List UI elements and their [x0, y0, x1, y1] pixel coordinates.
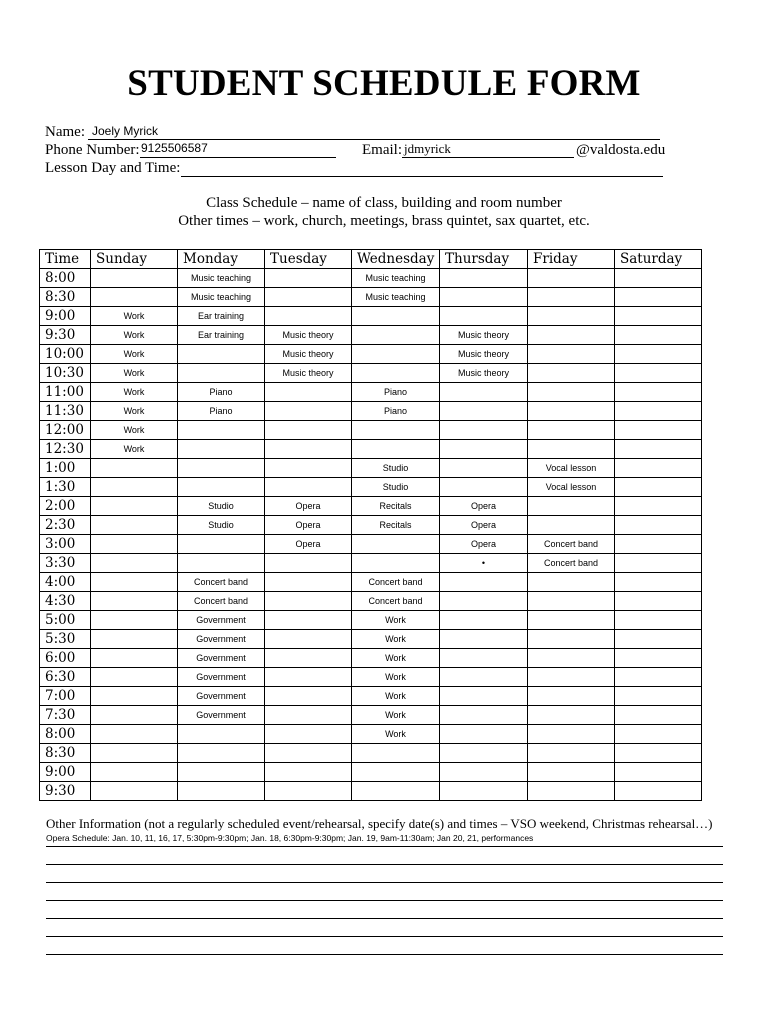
schedule-cell-sunday[interactable]: Work [91, 364, 178, 383]
schedule-cell-thursday[interactable] [440, 421, 528, 440]
schedule-cell-sunday[interactable]: Work [91, 383, 178, 402]
schedule-cell-monday[interactable]: Government [178, 687, 265, 706]
email-label: Email: [362, 142, 402, 158]
other-info-line[interactable] [46, 954, 723, 955]
time-label: 4:30 [40, 592, 91, 611]
table-row [40, 630, 702, 649]
table-row [40, 459, 702, 478]
time-label: 1:30 [40, 478, 91, 497]
time-label: 11:30 [40, 402, 91, 421]
schedule-cell-saturday[interactable] [615, 288, 702, 307]
phone-field[interactable]: 9125506587 [141, 141, 208, 155]
schedule-cell-thursday[interactable] [440, 383, 528, 402]
schedule-cell-monday[interactable]: Ear training [178, 307, 265, 326]
time-label: 8:30 [40, 288, 91, 307]
schedule-cell-wednesday[interactable]: Work [352, 649, 440, 668]
schedule-cell-thursday[interactable]: Opera [440, 535, 528, 554]
table-row [40, 649, 702, 668]
table-row [40, 516, 702, 535]
schedule-cell-tuesday[interactable] [265, 782, 352, 801]
table-row [40, 364, 702, 383]
schedule-cell-tuesday[interactable] [265, 269, 352, 288]
schedule-cell-wednesday[interactable] [352, 554, 440, 573]
schedule-cell-sunday[interactable] [91, 497, 178, 516]
phone-label: Phone Number: [45, 142, 140, 158]
time-label: 4:00 [40, 573, 91, 592]
schedule-cell-monday[interactable]: Concert band [178, 573, 265, 592]
schedule-cell-thursday[interactable] [440, 706, 528, 725]
header-wednesday: Wednesday [352, 250, 440, 269]
schedule-cell-sunday[interactable]: Work [91, 307, 178, 326]
schedule-cell-wednesday[interactable]: Recitals [352, 497, 440, 516]
time-label: 2:00 [40, 497, 91, 516]
schedule-cell-tuesday[interactable] [265, 630, 352, 649]
schedule-cell-tuesday[interactable] [265, 649, 352, 668]
table-row [40, 763, 702, 782]
table-row [40, 326, 702, 345]
schedule-cell-saturday[interactable] [615, 307, 702, 326]
email-underline [402, 157, 574, 158]
schedule-cell-tuesday[interactable] [265, 706, 352, 725]
schedule-cell-tuesday[interactable] [265, 725, 352, 744]
time-label: 6:00 [40, 649, 91, 668]
schedule-cell-tuesday[interactable]: Music theory [265, 364, 352, 383]
schedule-cell-monday[interactable] [178, 421, 265, 440]
table-row [40, 288, 702, 307]
schedule-cell-sunday[interactable] [91, 288, 178, 307]
time-label: 9:00 [40, 307, 91, 326]
schedule-cell-thursday[interactable] [440, 687, 528, 706]
schedule-cell-friday[interactable] [528, 497, 615, 516]
table-row [40, 611, 702, 630]
name-label: Name: [45, 124, 85, 140]
schedule-cell-saturday[interactable] [615, 592, 702, 611]
schedule-cell-thursday[interactable] [440, 630, 528, 649]
phone-underline [140, 157, 336, 158]
name-underline [88, 139, 660, 140]
schedule-cell-wednesday[interactable] [352, 345, 440, 364]
schedule-cell-wednesday[interactable]: Work [352, 611, 440, 630]
schedule-cell-saturday[interactable] [615, 516, 702, 535]
schedule-cell-saturday[interactable] [615, 421, 702, 440]
schedule-cell-thursday[interactable]: • [440, 554, 528, 573]
schedule-cell-wednesday[interactable] [352, 307, 440, 326]
time-label: 9:30 [40, 782, 91, 801]
schedule-cell-saturday[interactable] [615, 269, 702, 288]
schedule-cell-saturday[interactable] [615, 649, 702, 668]
schedule-cell-monday[interactable] [178, 554, 265, 573]
schedule-cell-saturday[interactable] [615, 782, 702, 801]
schedule-cell-friday[interactable]: Concert band [528, 554, 615, 573]
schedule-cell-monday[interactable]: Government [178, 611, 265, 630]
schedule-cell-saturday[interactable] [615, 630, 702, 649]
time-label: 2:30 [40, 516, 91, 535]
table-row [40, 782, 702, 801]
opera-schedule-note[interactable]: Opera Schedule: Jan. 10, 11, 16, 17, 5:30pm-9:30pm; Jan. 18, 6:30pm-9:30pm; Jan. 19, 9am-11:30am; Jan 20, 21, performances [46, 833, 534, 843]
schedule-cell-monday[interactable] [178, 725, 265, 744]
time-label: 1:00 [40, 459, 91, 478]
time-label: 9:00 [40, 763, 91, 782]
schedule-cell-friday[interactable] [528, 706, 615, 725]
schedule-body [40, 269, 702, 801]
schedule-cell-friday[interactable]: Vocal lesson [528, 478, 615, 497]
time-label: 11:00 [40, 383, 91, 402]
schedule-cell-thursday[interactable] [440, 478, 528, 497]
schedule-cell-sunday[interactable] [91, 269, 178, 288]
schedule-cell-sunday[interactable] [91, 459, 178, 478]
schedule-cell-monday[interactable]: Government [178, 706, 265, 725]
header-monday: Monday [178, 250, 265, 269]
schedule-cell-sunday[interactable]: Work [91, 326, 178, 345]
schedule-cell-monday[interactable]: Studio [178, 497, 265, 516]
time-label: 5:00 [40, 611, 91, 630]
schedule-cell-friday[interactable] [528, 611, 615, 630]
other-info-line[interactable] [46, 882, 723, 883]
schedule-cell-sunday[interactable] [91, 687, 178, 706]
schedule-cell-tuesday[interactable]: Opera [265, 535, 352, 554]
schedule-cell-tuesday[interactable] [265, 554, 352, 573]
schedule-cell-friday[interactable]: Vocal lesson [528, 459, 615, 478]
schedule-cell-thursday[interactable] [440, 573, 528, 592]
schedule-cell-wednesday[interactable]: Work [352, 668, 440, 687]
header-time: Time [40, 250, 91, 269]
schedule-cell-friday[interactable] [528, 402, 615, 421]
header-saturday: Saturday [615, 250, 702, 269]
schedule-cell-tuesday[interactable]: Music theory [265, 326, 352, 345]
schedule-cell-saturday[interactable] [615, 364, 702, 383]
schedule-cell-wednesday[interactable] [352, 782, 440, 801]
time-label: 8:00 [40, 725, 91, 744]
schedule-cell-tuesday[interactable] [265, 440, 352, 459]
schedule-cell-thursday[interactable]: Opera [440, 516, 528, 535]
schedule-cell-friday[interactable] [528, 516, 615, 535]
lesson-field[interactable] [181, 176, 663, 177]
schedule-cell-wednesday[interactable]: Piano [352, 402, 440, 421]
table-row [40, 497, 702, 516]
schedule-cell-sunday[interactable] [91, 630, 178, 649]
schedule-cell-thursday[interactable] [440, 668, 528, 687]
schedule-cell-sunday[interactable]: Work [91, 440, 178, 459]
time-label: 3:30 [40, 554, 91, 573]
schedule-cell-monday[interactable] [178, 763, 265, 782]
schedule-cell-monday[interactable]: Concert band [178, 592, 265, 611]
schedule-cell-wednesday[interactable]: Work [352, 725, 440, 744]
schedule-cell-saturday[interactable] [615, 402, 702, 421]
schedule-cell-tuesday[interactable] [265, 459, 352, 478]
schedule-cell-tuesday[interactable] [265, 383, 352, 402]
schedule-cell-wednesday[interactable]: Work [352, 630, 440, 649]
schedule-cell-friday[interactable] [528, 326, 615, 345]
schedule-cell-wednesday[interactable] [352, 535, 440, 554]
schedule-cell-saturday[interactable] [615, 440, 702, 459]
table-row [40, 535, 702, 554]
instructions-line-2: Other times – work, church, meetings, brass quintet, sax quartet, etc. [178, 213, 590, 229]
schedule-cell-sunday[interactable] [91, 668, 178, 687]
schedule-cell-sunday[interactable] [91, 649, 178, 668]
time-label: 6:30 [40, 668, 91, 687]
schedule-cell-saturday[interactable] [615, 478, 702, 497]
table-row [40, 725, 702, 744]
schedule-cell-wednesday[interactable]: Music teaching [352, 288, 440, 307]
schedule-cell-friday[interactable] [528, 269, 615, 288]
schedule-cell-thursday[interactable] [440, 459, 528, 478]
schedule-cell-thursday[interactable] [440, 744, 528, 763]
schedule-cell-sunday[interactable]: Work [91, 421, 178, 440]
schedule-cell-friday[interactable] [528, 687, 615, 706]
schedule-cell-monday[interactable]: Government [178, 630, 265, 649]
schedule-cell-monday[interactable]: Music teaching [178, 269, 265, 288]
schedule-cell-saturday[interactable] [615, 497, 702, 516]
schedule-cell-friday[interactable] [528, 364, 615, 383]
schedule-cell-friday[interactable]: Concert band [528, 535, 615, 554]
schedule-cell-thursday[interactable] [440, 782, 528, 801]
schedule-cell-friday[interactable] [528, 763, 615, 782]
schedule-cell-thursday[interactable] [440, 402, 528, 421]
schedule-cell-saturday[interactable] [615, 687, 702, 706]
time-label: 10:00 [40, 345, 91, 364]
schedule-cell-thursday[interactable] [440, 592, 528, 611]
schedule-cell-tuesday[interactable] [265, 307, 352, 326]
schedule-cell-friday[interactable] [528, 345, 615, 364]
schedule-cell-sunday[interactable] [91, 782, 178, 801]
schedule-cell-thursday[interactable] [440, 440, 528, 459]
schedule-cell-sunday[interactable] [91, 554, 178, 573]
time-label: 12:00 [40, 421, 91, 440]
schedule-cell-saturday[interactable] [615, 554, 702, 573]
schedule-cell-friday[interactable] [528, 307, 615, 326]
schedule-cell-sunday[interactable] [91, 478, 178, 497]
schedule-cell-friday[interactable] [528, 592, 615, 611]
schedule-cell-wednesday[interactable] [352, 364, 440, 383]
table-row [40, 687, 702, 706]
table-row [40, 573, 702, 592]
table-row [40, 345, 702, 364]
header-sunday: Sunday [91, 250, 178, 269]
table-row [40, 402, 702, 421]
time-label: 7:00 [40, 687, 91, 706]
schedule-cell-friday[interactable] [528, 782, 615, 801]
table-row [40, 269, 702, 288]
schedule-cell-wednesday[interactable] [352, 440, 440, 459]
schedule-cell-tuesday[interactable] [265, 573, 352, 592]
table-row [40, 440, 702, 459]
schedule-cell-sunday[interactable] [91, 611, 178, 630]
time-label: 8:30 [40, 744, 91, 763]
schedule-cell-wednesday[interactable]: Studio [352, 478, 440, 497]
schedule-cell-tuesday[interactable] [265, 421, 352, 440]
time-label: 10:30 [40, 364, 91, 383]
header-thursday: Thursday [440, 250, 528, 269]
schedule-cell-saturday[interactable] [615, 326, 702, 345]
schedule-cell-thursday[interactable] [440, 288, 528, 307]
time-label: 8:00 [40, 269, 91, 288]
schedule-header-row [40, 250, 702, 269]
time-label: 5:30 [40, 630, 91, 649]
table-row [40, 592, 702, 611]
table-row [40, 744, 702, 763]
schedule-cell-tuesday[interactable]: Opera [265, 497, 352, 516]
time-label: 9:30 [40, 326, 91, 345]
schedule-cell-tuesday[interactable]: Opera [265, 516, 352, 535]
schedule-cell-saturday[interactable] [615, 611, 702, 630]
schedule-cell-friday[interactable] [528, 649, 615, 668]
schedule-cell-sunday[interactable] [91, 725, 178, 744]
schedule-cell-monday[interactable] [178, 345, 265, 364]
schedule-cell-sunday[interactable] [91, 535, 178, 554]
table-row [40, 478, 702, 497]
schedule-cell-wednesday[interactable]: Recitals [352, 516, 440, 535]
lesson-label: Lesson Day and Time: [45, 160, 181, 176]
other-info-line[interactable] [46, 936, 723, 937]
schedule-cell-wednesday[interactable]: Concert band [352, 573, 440, 592]
schedule-cell-saturday[interactable] [615, 668, 702, 687]
schedule-cell-monday[interactable]: Government [178, 649, 265, 668]
time-label: 12:30 [40, 440, 91, 459]
schedule-cell-tuesday[interactable] [265, 744, 352, 763]
schedule-cell-thursday[interactable]: Music theory [440, 364, 528, 383]
schedule-cell-saturday[interactable] [615, 459, 702, 478]
schedule-cell-tuesday[interactable] [265, 687, 352, 706]
instructions-line-1: Class Schedule – name of class, building and room number [206, 195, 562, 211]
other-info-line[interactable] [46, 864, 723, 865]
other-info-line[interactable] [46, 918, 723, 919]
name-field[interactable]: Joely Myrick [92, 124, 159, 138]
schedule-cell-monday[interactable] [178, 440, 265, 459]
schedule-cell-saturday[interactable] [615, 725, 702, 744]
schedule-cell-thursday[interactable] [440, 269, 528, 288]
schedule-cell-friday[interactable] [528, 573, 615, 592]
header-friday: Friday [528, 250, 615, 269]
schedule-cell-thursday[interactable] [440, 611, 528, 630]
table-row [40, 554, 702, 573]
schedule-cell-friday[interactable] [528, 440, 615, 459]
schedule-cell-saturday[interactable] [615, 535, 702, 554]
schedule-cell-monday[interactable] [178, 782, 265, 801]
schedule-cell-thursday[interactable] [440, 307, 528, 326]
schedule-cell-saturday[interactable] [615, 383, 702, 402]
schedule-cell-saturday[interactable] [615, 744, 702, 763]
schedule-cell-sunday[interactable] [91, 744, 178, 763]
schedule-cell-saturday[interactable] [615, 345, 702, 364]
schedule-cell-monday[interactable]: Ear training [178, 326, 265, 345]
schedule-cell-tuesday[interactable] [265, 402, 352, 421]
schedule-cell-sunday[interactable]: Work [91, 345, 178, 364]
form-title: STUDENT SCHEDULE FORM [127, 63, 641, 104]
schedule-cell-wednesday[interactable]: Music teaching [352, 269, 440, 288]
schedule-cell-sunday[interactable] [91, 763, 178, 782]
schedule-cell-monday[interactable] [178, 364, 265, 383]
table-row [40, 307, 702, 326]
schedule-cell-monday[interactable] [178, 459, 265, 478]
schedule-cell-monday[interactable]: Piano [178, 402, 265, 421]
schedule-cell-monday[interactable]: Piano [178, 383, 265, 402]
schedule-cell-wednesday[interactable] [352, 326, 440, 345]
schedule-cell-friday[interactable] [528, 383, 615, 402]
schedule-table [39, 249, 702, 801]
schedule-cell-sunday[interactable] [91, 516, 178, 535]
other-info-line[interactable] [46, 846, 723, 847]
schedule-cell-thursday[interactable] [440, 649, 528, 668]
schedule-cell-friday[interactable] [528, 630, 615, 649]
schedule-cell-wednesday[interactable]: Piano [352, 383, 440, 402]
schedule-cell-wednesday[interactable] [352, 744, 440, 763]
schedule-cell-monday[interactable] [178, 535, 265, 554]
schedule-cell-wednesday[interactable] [352, 421, 440, 440]
schedule-cell-thursday[interactable]: Opera [440, 497, 528, 516]
schedule-cell-tuesday[interactable] [265, 592, 352, 611]
schedule-cell-saturday[interactable] [615, 763, 702, 782]
schedule-cell-monday[interactable]: Government [178, 668, 265, 687]
schedule-cell-sunday[interactable] [91, 706, 178, 725]
schedule-cell-wednesday[interactable] [352, 763, 440, 782]
schedule-cell-wednesday[interactable]: Studio [352, 459, 440, 478]
schedule-cell-sunday[interactable] [91, 573, 178, 592]
schedule-cell-thursday[interactable]: Music theory [440, 326, 528, 345]
schedule-cell-wednesday[interactable]: Work [352, 706, 440, 725]
time-label: 3:00 [40, 535, 91, 554]
schedule-cell-friday[interactable] [528, 668, 615, 687]
other-info-label: Other Information (not a regularly scheduled event/rehearsal, specify date(s) and times – VSO weekend, Christmas rehearsal…) [46, 816, 713, 831]
schedule-cell-tuesday[interactable]: Music theory [265, 345, 352, 364]
schedule-cell-wednesday[interactable]: Concert band [352, 592, 440, 611]
other-info-line[interactable] [46, 900, 723, 901]
schedule-cell-saturday[interactable] [615, 706, 702, 725]
schedule-cell-saturday[interactable] [615, 573, 702, 592]
schedule-cell-friday[interactable] [528, 744, 615, 763]
table-row [40, 383, 702, 402]
table-row [40, 421, 702, 440]
schedule-cell-wednesday[interactable]: Work [352, 687, 440, 706]
schedule-cell-tuesday[interactable] [265, 611, 352, 630]
schedule-cell-sunday[interactable]: Work [91, 402, 178, 421]
header-tuesday: Tuesday [265, 250, 352, 269]
table-row [40, 668, 702, 687]
schedule-cell-tuesday[interactable] [265, 668, 352, 687]
schedule-cell-monday[interactable] [178, 744, 265, 763]
email-field[interactable]: jdmyrick [404, 141, 451, 156]
email-domain: @valdosta.edu [576, 142, 666, 158]
schedule-cell-friday[interactable] [528, 288, 615, 307]
schedule-cell-tuesday[interactable] [265, 478, 352, 497]
schedule-cell-friday[interactable] [528, 421, 615, 440]
schedule-cell-tuesday[interactable] [265, 288, 352, 307]
schedule-cell-thursday[interactable] [440, 725, 528, 744]
schedule-cell-sunday[interactable] [91, 592, 178, 611]
schedule-cell-tuesday[interactable] [265, 763, 352, 782]
table-row [40, 706, 702, 725]
schedule-cell-thursday[interactable]: Music theory [440, 345, 528, 364]
schedule-cell-monday[interactable]: Music teaching [178, 288, 265, 307]
schedule-cell-friday[interactable] [528, 725, 615, 744]
schedule-cell-thursday[interactable] [440, 763, 528, 782]
time-label: 7:30 [40, 706, 91, 725]
schedule-cell-monday[interactable] [178, 478, 265, 497]
schedule-cell-monday[interactable]: Studio [178, 516, 265, 535]
